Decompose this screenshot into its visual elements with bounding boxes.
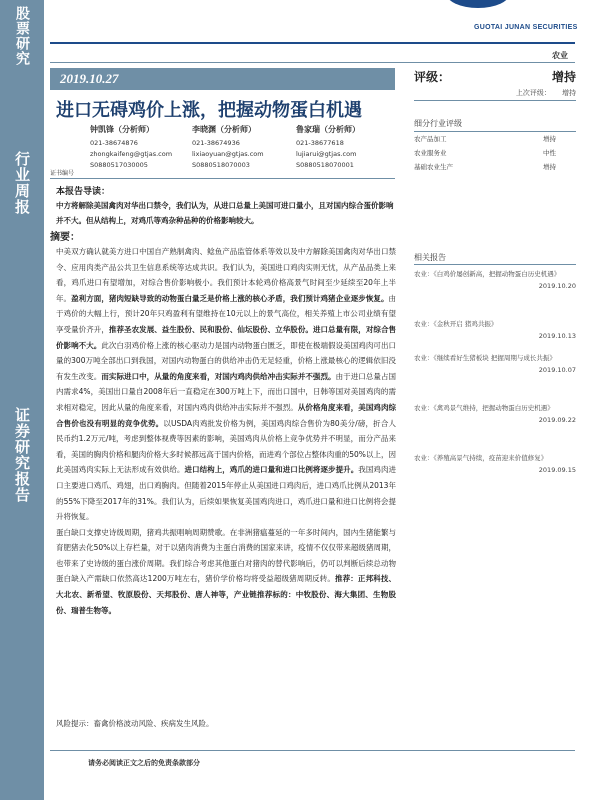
rating-label: 评级： [414, 70, 451, 84]
related-date: 2019.09.15 [538, 466, 576, 474]
author-3 [296, 124, 416, 171]
sub-industry-row [414, 162, 576, 176]
author-name: 李晓渊（分析师） [192, 125, 256, 134]
broker-logo-icon [446, 0, 510, 8]
summary-text: 由于鸡价的大幅上行，预计20年只鸡盈利有望维持在10元以上的景气高位，相关养殖上市公司业绩有望享受量价齐升， [56, 293, 397, 334]
sidebar-top-label: 股票研究 [14, 6, 30, 66]
risk-note: 风险提示：畜禽价格波动风险、疾病发生风险。 [56, 719, 214, 728]
previous-rating-label: 上次评级： [515, 89, 551, 97]
header-rule [50, 42, 575, 44]
header-rule-2 [50, 62, 575, 63]
summary-text: 此次白羽鸡价格上涨的核心驱动力是国内动物蛋白匮乏，即使在极端假设美国鸡肉可出口量的300万吨全部出口到我国，对国内动物蛋白的供给冲击仍无足轻重，价格上涨最核心的逻辑依旧没有发生改变。 [56, 340, 397, 381]
summary-text: 我国鸡肉进口主要进口鸡爪、鸡翅，出口鸡胸肉。但随着2015年停止从美国进口鸡肉后，进口鸡爪比例从2013年的55%下降至2017年的31%。我们认为，后续如果恢复美国鸡肉进口，鸡爪进口量和进口比例将会提升将恢复。 [56, 465, 397, 522]
top-bar [44, 0, 600, 42]
author-email[interactable]: lixiaoyuan@gtjas.com [192, 150, 264, 158]
sub-industry-row [414, 134, 576, 148]
sub-industry-rating: 增持 [543, 135, 556, 143]
summary-heading: 摘要： [50, 232, 80, 243]
related-item[interactable] [414, 402, 576, 426]
sidebar [0, 0, 44, 800]
author-email[interactable]: zhongkaifeng@gtjas.com [90, 150, 173, 158]
related-title[interactable]: 农业：《金秋开启 猪鸡共振》 [414, 320, 498, 328]
summary-body [56, 244, 396, 618]
rating-value: 增持 [551, 70, 576, 84]
author-2 [192, 124, 312, 171]
related-date: 2019.10.07 [538, 366, 576, 374]
date-bar [50, 68, 395, 90]
related-title[interactable]: 农业：《禽鸡景气维持，把握动物蛋白历史机遇》 [414, 404, 554, 412]
sub-industry-name: 农产品加工 [414, 135, 447, 143]
broker-name-en: GUOTAI JUNAN SECURITIES [474, 24, 578, 31]
related-date: 2019.10.20 [538, 282, 576, 290]
summary-highlight: 推荐圣农发展、益生股份、民和股份、仙坛股份、立华股份。进口总量有限，对综合售价影响不大。 [56, 324, 397, 350]
related-item[interactable] [414, 452, 576, 476]
related-date: 2019.10.13 [538, 332, 576, 340]
guide-text: 中方将解除美国禽肉对华出口禁令，我们认为，从进口总量上美国可进口量小，且对国内综合蛋价影响并不大。但从结构上，对鸡爪等鸡杂种品种的价格影响较大。 [56, 201, 394, 225]
summary-text: 蛋白缺口支撑史诗级周期，猪鸡共振唱响周期赞歌。在非洲猪瘟蔓延的一年多时间内，国内生猪能繁与育肥猪去化50%以上存栏量，对于以猪肉消费为主蛋白消费的国家来讲，疫情不仅仅带来超级猪周期，也带来了史诗级的蛋白涨价周期。我们综合考虑其他蛋白对猪肉的替代影响后，仍可以判断后续总动物蛋白缺入产需缺口依然高达1200万吨左右，猪价学价格均将受益超级猪周期反转。 [56, 527, 396, 584]
report-title: 进口无碍鸡价上涨，把握动物蛋白机遇 [56, 100, 362, 121]
author-name: 鲁家瑞（分析师） [296, 125, 360, 134]
report-date: 2019.10.27 [60, 71, 119, 86]
previous-rating-value: 增持 [562, 89, 576, 97]
authors-rule [50, 178, 395, 179]
sub-industry-rating: 中性 [543, 149, 556, 157]
related-title[interactable]: 农业：《养殖高景气持续，疫苗迎来价值修复》 [414, 454, 548, 462]
related-item[interactable] [414, 352, 576, 376]
author-cert: S0880518070001 [296, 161, 354, 169]
cert-label: 证书编号 [50, 170, 75, 177]
related-heading: 相关报告 [414, 253, 446, 262]
sub-industry-row [414, 148, 576, 162]
sidebar-mid-label: 行业周报 [13, 151, 31, 215]
summary-text: 以USDA肉鸡批发价格为例，美国鸡肉综合售价为80美分/磅，折合人民币约1.2万元/吨，考虑到整体视费等因素的影响，美国鸡肉从价格上竞争优势并不明显，而分产品来看，美国的胸肉价格和腿肉价格大多时候都远高于国内价格，而进鸡个部位占整体肉重的50%以上，因此美国鸡肉实际上无法形成有效供给。 [56, 418, 397, 475]
summary-highlight: 进口结构上，鸡爪的进口量和进口比例将逐步提升。 [184, 465, 359, 475]
rating-rule [414, 100, 576, 101]
sub-industry-rating: 增持 [543, 163, 556, 171]
disclaimer-note: 请务必阅读正文之后的免责条款部分 [88, 759, 200, 767]
summary-text: 中美双方确认就美方进口中国自产熟制禽肉、鲶鱼产品监管体系等效以及中方解除美国禽肉对华出口禁令、应用肉类产品公共卫生信息系统等达成共识。我们认为，美国进口鸡肉实则无忧，从产品品类上来看，鸡爪进口有望增加，对综合售价影响极小。我们预计本轮鸡价格高景气时间至少延续至20年上半年。 [56, 247, 396, 303]
summary-highlight: 推荐：正邦科技、大北农、新希望、牧原股份、天邦股份、唐人神等，产业链推荐标的：中牧股份、海大集团、生物股份、瑞普生物等。 [56, 574, 396, 615]
related-title[interactable]: 农业：《白鸡价屡创新高，把握动物蛋白历史机遇》 [414, 270, 561, 278]
sub-industry-name: 农业服务业 [414, 149, 447, 157]
author-phone: 021-38674876 [90, 139, 138, 147]
sub-industry-heading: 细分行业评级 [414, 119, 462, 128]
sub-industry-rule [414, 131, 576, 132]
related-item[interactable] [414, 318, 576, 342]
summary-text: 由于进口总量占国内需求4%，美国出口量自2008年后一直稳定在300万吨上下，而出口国中，日韩等国对美国鸡肉的需求相对稳定，因此从量的角度来看，对国内鸡肉供给冲击实际并不强烈。 [56, 371, 397, 412]
previous-rating [516, 88, 576, 98]
related-item[interactable] [414, 268, 576, 292]
related-title[interactable]: 农业：《继续看好生猪板块 把握周期与成长共振》 [414, 354, 556, 362]
summary-highlight: 从价格角度来看，美国鸡肉综合售价也没有明显的竞争优势。 [56, 402, 397, 428]
author-phone: 021-38674936 [192, 139, 240, 147]
author-cert: S0880517030005 [90, 161, 148, 169]
author-phone: 021-38677618 [296, 139, 344, 147]
sub-industry-name: 基础农业生产 [414, 163, 453, 171]
author-cert: S0880518070003 [192, 161, 250, 169]
summary-highlight: 盈利方面，猪肉短缺导致的动物蛋白量乏是价格上涨的核心矛盾，我们预计鸡猪企业逐步恢复。 [71, 293, 389, 303]
summary-highlight: 而实际进口中，从量的角度来看，对国内鸡肉供给冲击实际并不强烈。 [101, 371, 336, 381]
author-name: 钟凯锋（分析师） [90, 125, 154, 134]
sidebar-bottom-label: 证券研究报告 [13, 407, 31, 503]
author-email[interactable]: lujiarui@gtjas.com [296, 150, 357, 158]
footer-rule [50, 750, 575, 751]
guide-heading: 本报告导读： [56, 187, 111, 197]
related-rule [414, 264, 576, 265]
industry-label: 农业 [552, 51, 568, 60]
related-date: 2019.09.22 [538, 416, 576, 424]
